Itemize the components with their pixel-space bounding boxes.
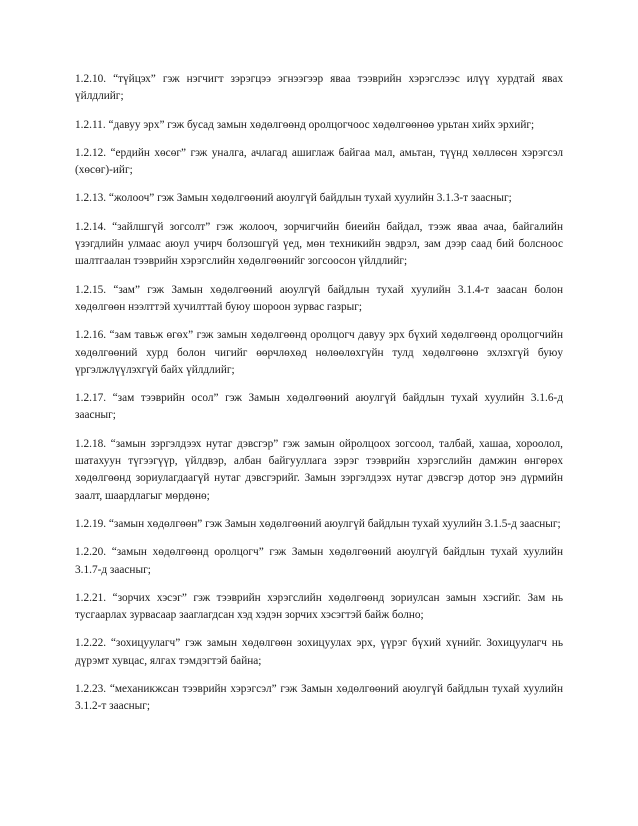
paragraph-1-2-19: 1.2.19. “замын хөдөлгөөн” гэж Замын хөдөлгөөний аюулгүй байдлын тухай хуулийн 3.1.5-д заасныг; [75, 517, 561, 530]
paragraph-1-2-18: 1.2.18. “замын зэргэлдээх нутаг дэвсгэр” гэж замын ойролцоох зогсоол, талбай, хашаа, хороолол, шатахуун түгээгүүр, үйлдвэр, албан байгууллага зэрэг тээврийн хэрэгслийн дамжин өнгөрөх хөдөлгөөнд зориулагдаагүй нутаг дэвсгэрийг. Замын зэргэлдээх нутаг дэвсгэр дотор энэ дүрмийн заалт, шаардлагыг мөрдөнө; [75, 437, 563, 502]
paragraph-1-2-10: 1.2.10. “түйцэх” гэж нэгчигт зэрэгцээ эгнээгээр яваа тээврийн хэрэгслээс илүү хурдтай явах үйлдлийг; [75, 73, 563, 103]
document-body [75, 71, 563, 727]
paragraph-1-2-20: 1.2.20. “замын хөдөлгөөнд оролцогч” гэж Замын хөдөлгөөний аюулгүй байдлын тухай хуулийн 3.1.7-д заасныг; [75, 546, 563, 576]
paragraph-1-2-14: 1.2.14. “зайлшгүй зогсолт” гэж жолооч, зорчигчийн биеийн байдал, тээж яваа ачаа, байгалийн үзэгдлийн улмаас аюул учирч болзошгүй үед, мөн техникийн эвдрэл, зам дээр саад бий болсноос шалтгаалан тээврийн хэрэгслийн хөдөлгөөнийг зогсоосон үйлдлийг; [75, 220, 563, 268]
paragraph-1-2-12: 1.2.12. “ердийн хөсөг” гэж уналга, ачлагад ашиглаж байгаа мал, амьтан, түүнд хөллөсөн хэрэгсэл (хөсөг)-ийг; [75, 146, 563, 177]
paragraph-1-2-17: 1.2.17. “зам тээврийн осол” гэж Замын хөдөлгөөний аюулгүй байдлын тухай хуулийн 3.1.6-д заасныг; [75, 392, 563, 422]
paragraph-1-2-13: 1.2.13. “жолооч” гэж Замын хөдөлгөөний аюулгүй байдлын тухай хуулийн 3.1.3-т заасныг; [75, 192, 512, 205]
paragraph-1-2-15: 1.2.15. “зам” гэж Замын хөдөлгөөний аюулгүй байдлын тухай хуулийн 3.1.4-т заасан болон хөдөлгөөн нээлттэй хучилттай буюу шороон зурвас газрыг; [75, 283, 563, 313]
paragraph-1-2-16: 1.2.16. “зам тавьж өгөх” гэж замын хөдөлгөөнд оролцогч давуу эрх бүхий хөдөлгөөнд оролцогчийн хөдөлгөөний хурд болон чигийг өөрчлөхөд нөлөөлөхгүйн тулд хөдөлгөөнө эхлэхгүй буюу үргэлжлүүлэхгүй байх үйлдлийг; [75, 329, 563, 376]
paragraph-1-2-22: 1.2.22. “зохицуулагч” гэж замын хөдөлгөөн зохицуулах эрх, үүрэг бүхий хүнийг. Зохицуулагч нь дүрэмт хувцас, ялгах тэмдэгтэй байна; [75, 637, 563, 667]
paragraph-1-2-21: 1.2.21. “зорчих хэсэг” гэж тээврийн хэрэгслийн хөдөлгөөнд зориулсан замын хэсгийг. Зам нь тусгаарлах зурвасаар зааглагдсан хэд хэдэн зорчих хэсэгтэй байж болно; [75, 591, 563, 622]
paragraph-1-2-11: 1.2.11. “давуу эрх” гэж бусад замын хөдөлгөөнд оролцогчоос хөдөлгөөнөө урьтан хийх эрхийг; [75, 118, 535, 131]
paragraph-1-2-23: 1.2.23. “механикжсан тээврийн хэрэгсэл” гэж Замын хөдөлгөөний аюулгүй байдлын тухай хуулийн 3.1.2-т заасныг; [75, 683, 563, 713]
